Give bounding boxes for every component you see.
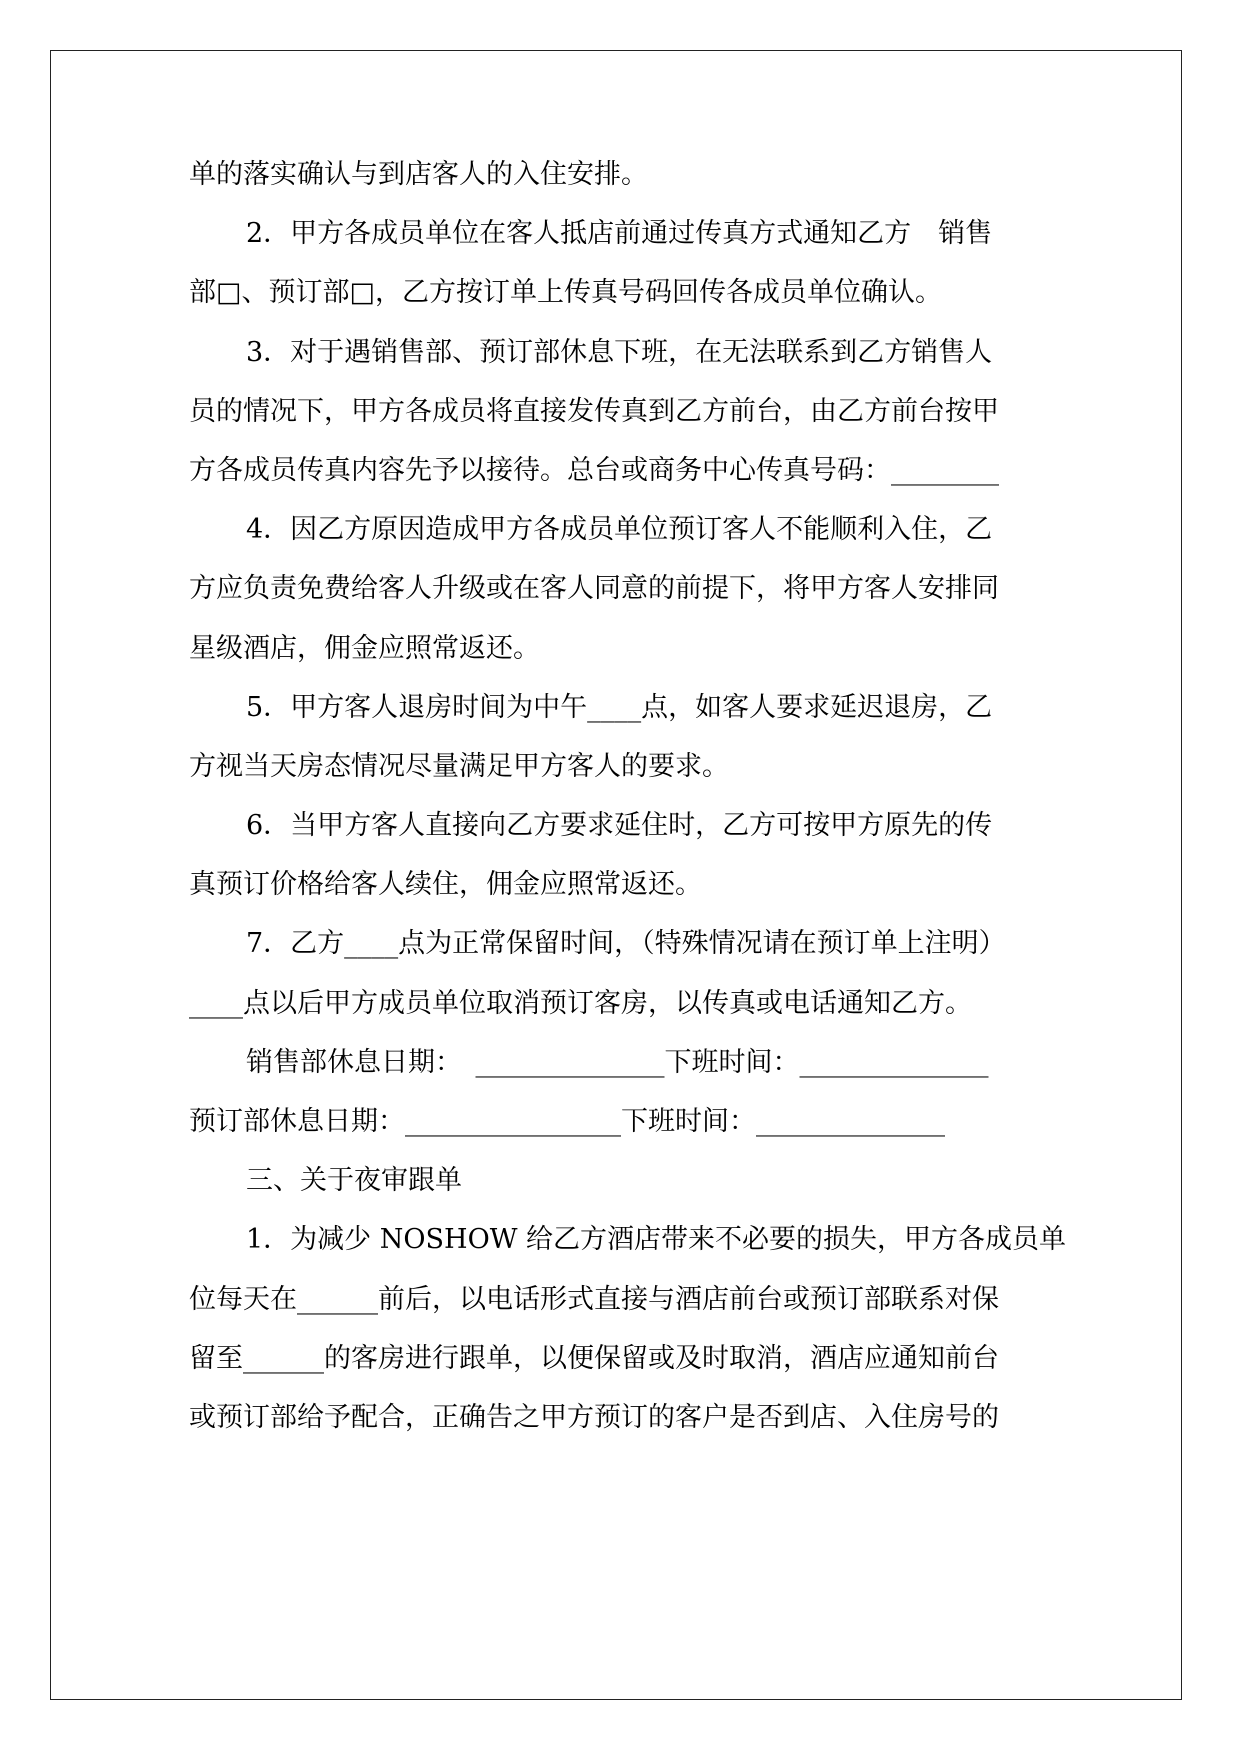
text-line: 方各成员传真内容先予以接待。总台或商务中心传真号码：________	[189, 454, 999, 486]
text-line: 销售部休息日期： ______________下班时间：______________	[246, 1046, 989, 1078]
text-line: 方应负责免费给客人升级或在客人同意的前提下，将甲方客人安排同	[189, 573, 999, 605]
document-body	[189, 156, 1067, 1458]
text-line: 2．甲方各成员单位在客人抵店前通过传真方式通知乙方 销售	[246, 218, 993, 250]
text-line: 7．乙方____点为正常保留时间，（特殊情况请在预订单上注明）	[246, 928, 1006, 960]
text-line: 部□、预订部□，乙方按订单上传真号码回传各成员单位确认。	[189, 277, 943, 309]
text-line: 单的落实确认与到店客人的入住安排。	[189, 159, 648, 190]
text-line: 6．当甲方客人直接向乙方要求延住时，乙方可按甲方原先的传	[246, 810, 993, 842]
text-line: 3．对于遇销售部、预订部休息下班，在无法联系到乙方销售人	[246, 336, 993, 368]
text-line: 位每天在______前后，以电话形式直接与酒店前台或预订部联系对保	[189, 1283, 999, 1315]
text-line: 1．为减少 NOSHOW 给乙方酒店带来不必要的损失，甲方各成员单	[246, 1224, 1067, 1256]
text-line: 或预订部给予配合，正确告之甲方预订的客户是否到店、入住房号的	[189, 1401, 999, 1433]
text-line: 4．因乙方原因造成甲方各成员单位预订客人不能顺利入住，乙	[246, 514, 993, 546]
text-line: 真预订价格给客人续住，佣金应照常返还。	[189, 869, 702, 901]
text-line: 5．甲方客人退房时间为中午____点，如客人要求延迟退房，乙	[246, 691, 993, 723]
text-line: 员的情况下，甲方各成员将直接发传真到乙方前台，由乙方前台按甲	[189, 395, 999, 427]
text-line: 三、关于夜审跟单	[246, 1165, 462, 1197]
text-line: 留至______的客房进行跟单，以便保留或及时取消，酒店应通知前台	[189, 1342, 999, 1374]
text-line: 预订部休息日期：________________下班时间：______________	[189, 1106, 945, 1137]
text-line: 方视当天房态情况尽量满足甲方客人的要求。	[189, 750, 729, 782]
text-line: 星级酒店，佣金应照常返还。	[189, 632, 540, 664]
text-line: ____点以后甲方成员单位取消预订客房，以传真或电话通知乙方。	[189, 987, 972, 1019]
